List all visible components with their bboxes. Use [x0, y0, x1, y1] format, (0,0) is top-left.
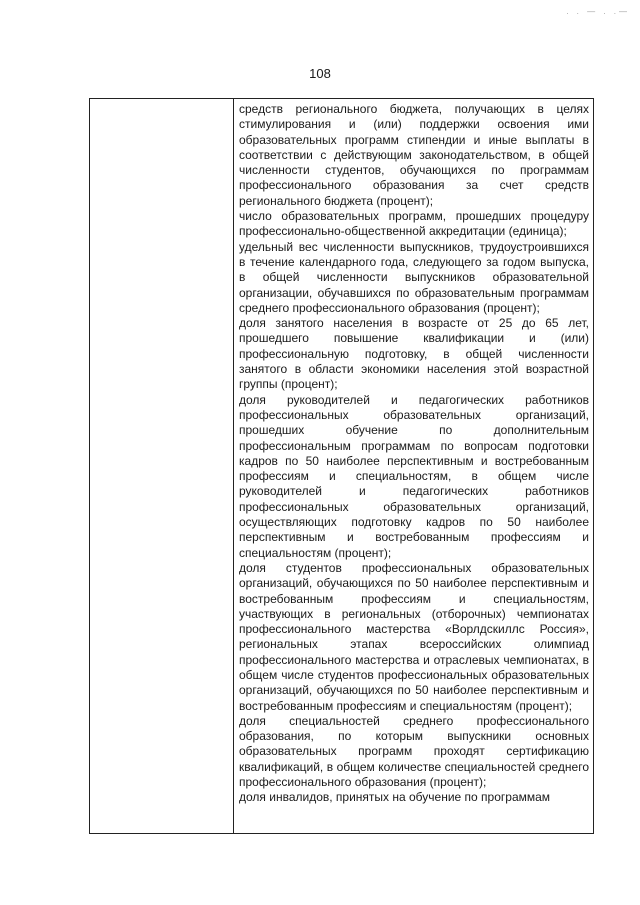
indicator-paragraph: удельный вес численности выпускников, трудоустроившихся в течение календарного года, следующего за годом выпуска, в общей численности выпускников образовательной организации, обучавшихся по образовательным программам среднего профессионального образования (процент); — [239, 239, 589, 315]
indicator-paragraph: доля руководителей и педагогических работников профессиональных образовательных организаций, прошедших обучение по дополнительным профессиональным программам по вопросам подготовки кадров по 50 наиболее перспективным и востребованным профессиям и специальностям, в общем числе руководителей и педагогических работников профессиональных образовательных организаций, осуществляющих подготовку кадров по 50 наиболее перспективным и востребованным профессиям и специальностям (процент); — [239, 392, 589, 560]
indicator-paragraph: средств регионального бюджета, получающих в целях стимулирования и (или) поддержки освоения ими образовательных программ стипендии и иные выплаты в соответствии с действующим законодательством, в общей численности студентов, обучающихся по программам профессионального образования за счет средств регионального бюджета (процент); — [239, 102, 589, 208]
page-number: 108 — [309, 66, 331, 81]
indicator-paragraph: доля специальностей среднего профессионального образования, по которым выпускники основных образовательных программ проходят сертификацию квалификаций, в общем количестве специальностей среднего профессионального образования (процент); — [239, 713, 589, 790]
indicator-paragraph: доля занятого населения в возрасте от 25 до 65 лет, прошедшего повышение квалификации и (или) профессиональную подготовку, в общей численности занятого в области экономики населения этой возрастной группы (процент); — [239, 316, 589, 392]
scan-corner-marks: . . — . .— — [566, 7, 630, 16]
indicator-table — [89, 98, 594, 834]
indicator-paragraph: число образовательных программ, прошедших процедуру профессионально-общественной аккредитации (единица); — [239, 209, 589, 239]
indicator-paragraph: доля инвалидов, принятых на обучение по программам — [239, 790, 551, 805]
table-left-cell — [90, 99, 234, 833]
indicator-paragraph: доля студентов профессиональных образовательных организаций, обучающихся по 50 наиболее перспективным и востребованным профессиям и специальностям, участвующих в региональных (отборочных) чемпионатах профессионального мастерства «Ворлдскиллс Россия», региональных этапах всероссийских олимпиад профессионального мастерства и отраслевых чемпионатах, в общем числе студентов профессиональных образовательных организаций, обучающихся по 50 наиболее перспективным и востребованным профессиям и специальностям (процент); — [239, 560, 589, 713]
table-right-cell — [234, 99, 593, 833]
